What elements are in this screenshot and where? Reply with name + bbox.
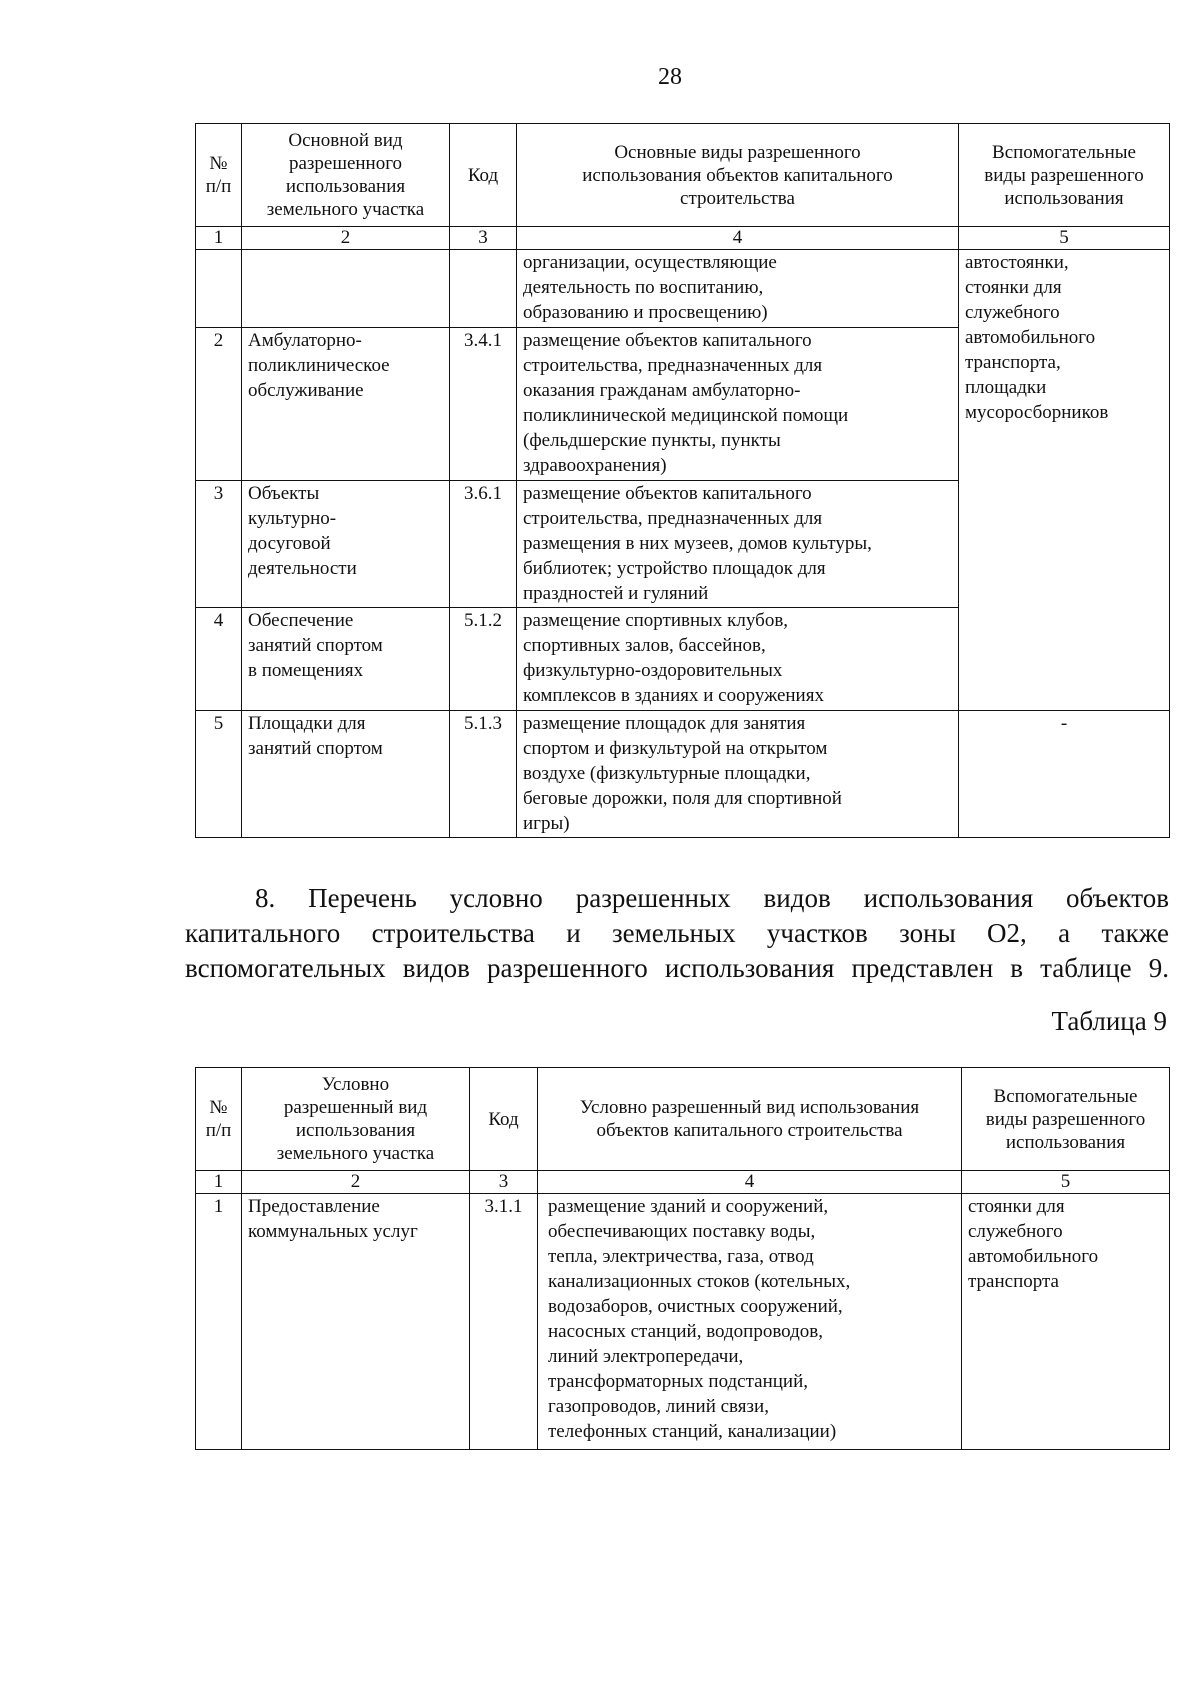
- header-capital-use: Основные виды разрешенного использования объектов капитального строительства: [517, 124, 959, 227]
- paragraph-line: вспомогательных видов разрешенного использования представлен в таблице 9.: [185, 953, 1169, 983]
- header-code: Код: [450, 124, 517, 227]
- row-num: [196, 250, 242, 328]
- table-row: [196, 711, 1170, 838]
- row-num: 3: [196, 481, 242, 608]
- row-description: организации, осуществляющие деятельность по воспитанию, образованию и просвещению): [517, 250, 959, 328]
- row-code: [450, 250, 517, 328]
- row-name: Амбулаторно- поликлиническое обслуживание: [242, 328, 450, 481]
- header-aux-use: Вспомогательные виды разрешенного использования: [962, 1068, 1170, 1171]
- row-num: 1: [196, 1194, 242, 1450]
- table-row: [196, 1194, 1170, 1450]
- paragraph-line: капитального строительства и земельных участков зоны О2, а также: [185, 918, 1169, 948]
- header-aux-use: Вспомогательные виды разрешенного использования: [959, 124, 1170, 227]
- col-number: 4: [517, 227, 959, 250]
- row-code: 3.1.1: [470, 1194, 538, 1450]
- page-number: 28: [658, 64, 682, 90]
- col-number: 2: [242, 1171, 470, 1194]
- paragraph-line: 8. Перечень условно разрешенных видов использования объектов: [255, 883, 1169, 913]
- row-code: 5.1.2: [450, 608, 517, 711]
- header-main-use: Основной вид разрешенного использования земельного участка: [242, 124, 450, 227]
- conditional-use-table: [195, 1067, 1170, 1450]
- row-description: размещение зданий и сооружений, обеспечивающих поставку воды, тепла, электричества, газа, отвод канализационных стоков (котельных, водозаборов, очистных сооружений, насосных станций, водопроводов, линий электропередачи, трансформаторных подстанций, газопроводов, линий связи, телефонных станций, канализации): [538, 1194, 962, 1450]
- header-main-use: Условно разрешенный вид использования земельного участка: [242, 1068, 470, 1171]
- row-aux-use: автостоянки, стоянки для служебного автомобильного транспорта, площадки мусоросборников: [959, 250, 1170, 711]
- header-capital-use: Условно разрешенный вид использования объектов капитального строительства: [538, 1068, 962, 1171]
- row-description: размещение площадок для занятия спортом и физкультурой на открытом воздухе (физкультурные площадки, беговые дорожки, поля для спортивной игры): [517, 711, 959, 838]
- row-num: 2: [196, 328, 242, 481]
- row-name: Предоставление коммунальных услуг: [242, 1194, 470, 1450]
- col-number: 1: [196, 1171, 242, 1194]
- row-aux-use: стоянки для служебного автомобильного транспорта: [962, 1194, 1170, 1450]
- section-paragraph: [185, 881, 1169, 986]
- row-name: Площадки для занятий спортом: [242, 711, 450, 838]
- row-num: 5: [196, 711, 242, 838]
- table-header-row: [196, 1068, 1170, 1171]
- table-header-row: [196, 124, 1170, 227]
- col-number: 5: [959, 227, 1170, 250]
- col-number: 5: [962, 1171, 1170, 1194]
- header-num: № п/п: [196, 1068, 242, 1171]
- col-number: 2: [242, 227, 450, 250]
- table-row: [196, 250, 1170, 328]
- row-name: Обеспечение занятий спортом в помещениях: [242, 608, 450, 711]
- row-code: 3.4.1: [450, 328, 517, 481]
- column-number-row: [196, 1171, 1170, 1194]
- header-code: Код: [470, 1068, 538, 1171]
- col-number: 4: [538, 1171, 962, 1194]
- row-aux-use: -: [959, 711, 1170, 838]
- row-description: размещение объектов капитального строительства, предназначенных для размещения в них музеев, домов культуры, библиотек; устройство площадок для праздностей и гуляний: [517, 481, 959, 608]
- row-code: 3.6.1: [450, 481, 517, 608]
- header-num: № п/п: [196, 124, 242, 227]
- permitted-use-table: [195, 123, 1170, 838]
- col-number: 3: [470, 1171, 538, 1194]
- table-caption: Таблица 9: [1051, 1006, 1167, 1036]
- row-num: 4: [196, 608, 242, 711]
- row-name: Объекты культурно- досуговой деятельности: [242, 481, 450, 608]
- column-number-row: [196, 227, 1170, 250]
- col-number: 3: [450, 227, 517, 250]
- row-description: размещение объектов капитального строительства, предназначенных для оказания гражданам амбулаторно- поликлинической медицинской помощи (фельдшерские пункты, пункты здравоохранения): [517, 328, 959, 481]
- row-code: 5.1.3: [450, 711, 517, 838]
- col-number: 1: [196, 227, 242, 250]
- row-name: [242, 250, 450, 328]
- row-description: размещение спортивных клубов, спортивных залов, бассейнов, физкультурно-оздоровительных комплексов в зданиях и сооружениях: [517, 608, 959, 711]
